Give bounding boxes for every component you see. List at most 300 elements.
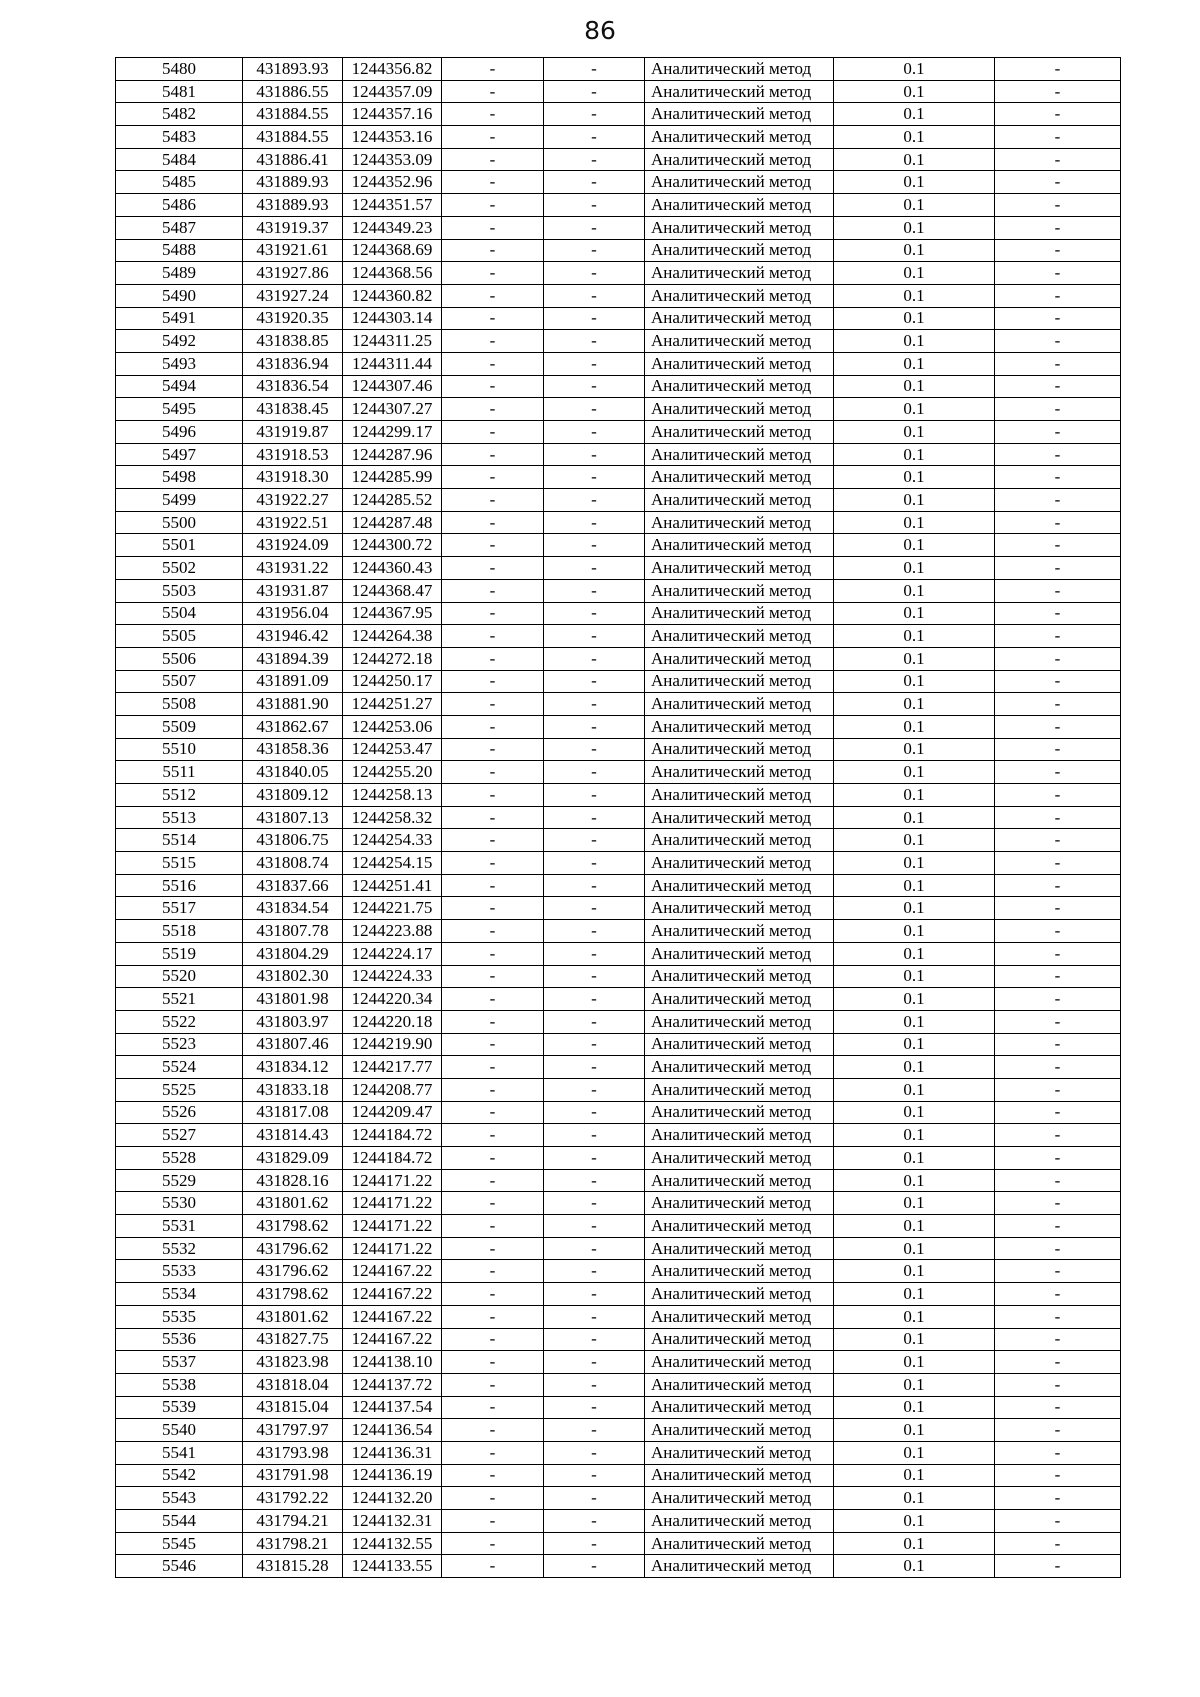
x-coordinate-cell: 431889.93: [243, 194, 343, 217]
empty-col-4-cell: -: [442, 1078, 544, 1101]
accuracy-cell: 0.1: [834, 1487, 995, 1510]
table-row: [116, 625, 1121, 648]
y-coordinate-cell: 1244136.54: [343, 1419, 442, 1442]
empty-col-8-cell: -: [995, 579, 1121, 602]
point-number-cell: 5517: [116, 897, 243, 920]
empty-col-5-cell: -: [544, 466, 645, 489]
y-coordinate-cell: 1244184.72: [343, 1147, 442, 1170]
empty-col-8-cell: -: [995, 103, 1121, 126]
method-cell: Аналитический метод: [645, 1283, 834, 1306]
table-row: [116, 1555, 1121, 1578]
y-coordinate-cell: 1244311.44: [343, 352, 442, 375]
y-coordinate-cell: 1244357.09: [343, 80, 442, 103]
method-cell: Аналитический метод: [645, 1078, 834, 1101]
accuracy-cell: 0.1: [834, 1351, 995, 1374]
x-coordinate-cell: 431809.12: [243, 784, 343, 807]
empty-col-8-cell: -: [995, 988, 1121, 1011]
accuracy-cell: 0.1: [834, 1147, 995, 1170]
point-number-cell: 5522: [116, 1010, 243, 1033]
accuracy-cell: 0.1: [834, 1283, 995, 1306]
x-coordinate-cell: 431807.46: [243, 1033, 343, 1056]
y-coordinate-cell: 1244137.72: [343, 1373, 442, 1396]
table-row: [116, 693, 1121, 716]
empty-col-4-cell: -: [442, 1283, 544, 1306]
point-number-cell: 5481: [116, 80, 243, 103]
empty-col-5-cell: -: [544, 126, 645, 149]
y-coordinate-cell: 1244272.18: [343, 647, 442, 670]
empty-col-8-cell: -: [995, 874, 1121, 897]
empty-col-5-cell: -: [544, 330, 645, 353]
x-coordinate-cell: 431886.55: [243, 80, 343, 103]
point-number-cell: 5530: [116, 1192, 243, 1215]
point-number-cell: 5536: [116, 1328, 243, 1351]
x-coordinate-cell: 431927.86: [243, 262, 343, 285]
empty-col-5-cell: -: [544, 239, 645, 262]
point-number-cell: 5486: [116, 194, 243, 217]
method-cell: Аналитический метод: [645, 670, 834, 693]
empty-col-5-cell: -: [544, 715, 645, 738]
x-coordinate-cell: 431918.30: [243, 466, 343, 489]
accuracy-cell: 0.1: [834, 284, 995, 307]
accuracy-cell: 0.1: [834, 1305, 995, 1328]
method-cell: Аналитический метод: [645, 920, 834, 943]
point-number-cell: 5488: [116, 239, 243, 262]
table-row: [116, 216, 1121, 239]
method-cell: Аналитический метод: [645, 1373, 834, 1396]
table-row: [116, 80, 1121, 103]
point-number-cell: 5526: [116, 1101, 243, 1124]
empty-col-4-cell: -: [442, 1510, 544, 1533]
empty-col-5-cell: -: [544, 670, 645, 693]
empty-col-8-cell: -: [995, 1215, 1121, 1238]
empty-col-8-cell: -: [995, 761, 1121, 784]
method-cell: Аналитический метод: [645, 761, 834, 784]
empty-col-8-cell: -: [995, 806, 1121, 829]
table-row: [116, 784, 1121, 807]
empty-col-5-cell: -: [544, 806, 645, 829]
accuracy-cell: 0.1: [834, 239, 995, 262]
empty-col-5-cell: -: [544, 1237, 645, 1260]
empty-col-4-cell: -: [442, 942, 544, 965]
accuracy-cell: 0.1: [834, 103, 995, 126]
table-row: [116, 602, 1121, 625]
accuracy-cell: 0.1: [834, 421, 995, 444]
table-row: [116, 874, 1121, 897]
empty-col-5-cell: -: [544, 421, 645, 444]
empty-col-8-cell: -: [995, 1169, 1121, 1192]
empty-col-5-cell: -: [544, 511, 645, 534]
point-number-cell: 5484: [116, 148, 243, 171]
accuracy-cell: 0.1: [834, 216, 995, 239]
y-coordinate-cell: 1244357.16: [343, 103, 442, 126]
point-number-cell: 5524: [116, 1056, 243, 1079]
empty-col-4-cell: -: [442, 1033, 544, 1056]
empty-col-4-cell: -: [442, 375, 544, 398]
y-coordinate-cell: 1244351.57: [343, 194, 442, 217]
empty-col-4-cell: -: [442, 1237, 544, 1260]
empty-col-8-cell: -: [995, 330, 1121, 353]
x-coordinate-cell: 431893.93: [243, 58, 343, 81]
empty-col-5-cell: -: [544, 1487, 645, 1510]
method-cell: Аналитический метод: [645, 1056, 834, 1079]
x-coordinate-cell: 431796.62: [243, 1260, 343, 1283]
point-number-cell: 5502: [116, 557, 243, 580]
y-coordinate-cell: 1244353.09: [343, 148, 442, 171]
y-coordinate-cell: 1244352.96: [343, 171, 442, 194]
y-coordinate-cell: 1244167.22: [343, 1328, 442, 1351]
empty-col-4-cell: -: [442, 103, 544, 126]
point-number-cell: 5495: [116, 398, 243, 421]
empty-col-5-cell: -: [544, 58, 645, 81]
method-cell: Аналитический метод: [645, 148, 834, 171]
empty-col-5-cell: -: [544, 1328, 645, 1351]
table-row: [116, 489, 1121, 512]
x-coordinate-cell: 431798.62: [243, 1215, 343, 1238]
method-cell: Аналитический метод: [645, 647, 834, 670]
empty-col-4-cell: -: [442, 852, 544, 875]
point-number-cell: 5543: [116, 1487, 243, 1510]
method-cell: Аналитический метод: [645, 443, 834, 466]
empty-col-4-cell: -: [442, 965, 544, 988]
empty-col-4-cell: -: [442, 806, 544, 829]
point-number-cell: 5513: [116, 806, 243, 829]
accuracy-cell: 0.1: [834, 784, 995, 807]
empty-col-8-cell: -: [995, 352, 1121, 375]
method-cell: Аналитический метод: [645, 126, 834, 149]
empty-col-8-cell: -: [995, 852, 1121, 875]
empty-col-8-cell: -: [995, 1260, 1121, 1283]
empty-col-8-cell: -: [995, 647, 1121, 670]
point-number-cell: 5504: [116, 602, 243, 625]
x-coordinate-cell: 431946.42: [243, 625, 343, 648]
empty-col-4-cell: -: [442, 1010, 544, 1033]
method-cell: Аналитический метод: [645, 194, 834, 217]
y-coordinate-cell: 1244132.31: [343, 1510, 442, 1533]
point-number-cell: 5545: [116, 1532, 243, 1555]
accuracy-cell: 0.1: [834, 1555, 995, 1578]
empty-col-5-cell: -: [544, 148, 645, 171]
empty-col-8-cell: -: [995, 421, 1121, 444]
method-cell: Аналитический метод: [645, 171, 834, 194]
empty-col-4-cell: -: [442, 1441, 544, 1464]
accuracy-cell: 0.1: [834, 1078, 995, 1101]
y-coordinate-cell: 1244184.72: [343, 1124, 442, 1147]
accuracy-cell: 0.1: [834, 1124, 995, 1147]
empty-col-5-cell: -: [544, 1192, 645, 1215]
empty-col-5-cell: -: [544, 1078, 645, 1101]
y-coordinate-cell: 1244223.88: [343, 920, 442, 943]
empty-col-4-cell: -: [442, 1464, 544, 1487]
empty-col-5-cell: -: [544, 1532, 645, 1555]
y-coordinate-cell: 1244251.41: [343, 874, 442, 897]
empty-col-4-cell: -: [442, 1396, 544, 1419]
empty-col-8-cell: -: [995, 715, 1121, 738]
x-coordinate-cell: 431807.78: [243, 920, 343, 943]
accuracy-cell: 0.1: [834, 715, 995, 738]
x-coordinate-cell: 431836.54: [243, 375, 343, 398]
table-row: [116, 988, 1121, 1011]
x-coordinate-cell: 431815.04: [243, 1396, 343, 1419]
empty-col-4-cell: -: [442, 126, 544, 149]
table-row: [116, 852, 1121, 875]
empty-col-4-cell: -: [442, 1215, 544, 1238]
accuracy-cell: 0.1: [834, 534, 995, 557]
point-number-cell: 5516: [116, 874, 243, 897]
table-row: [116, 1532, 1121, 1555]
empty-col-8-cell: -: [995, 239, 1121, 262]
empty-col-5-cell: -: [544, 874, 645, 897]
table-row: [116, 1396, 1121, 1419]
y-coordinate-cell: 1244264.38: [343, 625, 442, 648]
empty-col-4-cell: -: [442, 784, 544, 807]
method-cell: Аналитический метод: [645, 1487, 834, 1510]
empty-col-8-cell: -: [995, 1078, 1121, 1101]
empty-col-4-cell: -: [442, 239, 544, 262]
table-row: [116, 1010, 1121, 1033]
empty-col-5-cell: -: [544, 1464, 645, 1487]
empty-col-5-cell: -: [544, 375, 645, 398]
x-coordinate-cell: 431801.98: [243, 988, 343, 1011]
empty-col-5-cell: -: [544, 1373, 645, 1396]
empty-col-4-cell: -: [442, 148, 544, 171]
empty-col-5-cell: -: [544, 852, 645, 875]
method-cell: Аналитический метод: [645, 738, 834, 761]
method-cell: Аналитический метод: [645, 693, 834, 716]
empty-col-4-cell: -: [442, 330, 544, 353]
y-coordinate-cell: 1244303.14: [343, 307, 442, 330]
y-coordinate-cell: 1244287.48: [343, 511, 442, 534]
empty-col-8-cell: -: [995, 398, 1121, 421]
point-number-cell: 5489: [116, 262, 243, 285]
x-coordinate-cell: 431793.98: [243, 1441, 343, 1464]
accuracy-cell: 0.1: [834, 579, 995, 602]
empty-col-8-cell: -: [995, 1419, 1121, 1442]
table-row: [116, 307, 1121, 330]
method-cell: Аналитический метод: [645, 1555, 834, 1578]
table-row: [116, 1305, 1121, 1328]
method-cell: Аналитический метод: [645, 806, 834, 829]
empty-col-8-cell: -: [995, 1510, 1121, 1533]
accuracy-cell: 0.1: [834, 194, 995, 217]
y-coordinate-cell: 1244224.17: [343, 942, 442, 965]
x-coordinate-cell: 431838.45: [243, 398, 343, 421]
point-number-cell: 5509: [116, 715, 243, 738]
empty-col-8-cell: -: [995, 829, 1121, 852]
x-coordinate-cell: 431834.54: [243, 897, 343, 920]
table-row: [116, 1260, 1121, 1283]
empty-col-4-cell: -: [442, 557, 544, 580]
point-number-cell: 5538: [116, 1373, 243, 1396]
empty-col-8-cell: -: [995, 171, 1121, 194]
y-coordinate-cell: 1244300.72: [343, 534, 442, 557]
y-coordinate-cell: 1244254.15: [343, 852, 442, 875]
table-row: [116, 715, 1121, 738]
method-cell: Аналитический метод: [645, 1328, 834, 1351]
x-coordinate-cell: 431927.24: [243, 284, 343, 307]
y-coordinate-cell: 1244219.90: [343, 1033, 442, 1056]
table-row: [116, 171, 1121, 194]
empty-col-4-cell: -: [442, 352, 544, 375]
table-row: [116, 1441, 1121, 1464]
x-coordinate-cell: 431823.98: [243, 1351, 343, 1374]
method-cell: Аналитический метод: [645, 1441, 834, 1464]
y-coordinate-cell: 1244360.43: [343, 557, 442, 580]
empty-col-5-cell: -: [544, 942, 645, 965]
x-coordinate-cell: 431792.22: [243, 1487, 343, 1510]
point-number-cell: 5532: [116, 1237, 243, 1260]
empty-col-5-cell: -: [544, 1124, 645, 1147]
empty-col-4-cell: -: [442, 715, 544, 738]
empty-col-4-cell: -: [442, 874, 544, 897]
x-coordinate-cell: 431884.55: [243, 103, 343, 126]
point-number-cell: 5511: [116, 761, 243, 784]
empty-col-5-cell: -: [544, 965, 645, 988]
method-cell: Аналитический метод: [645, 1010, 834, 1033]
y-coordinate-cell: 1244220.34: [343, 988, 442, 1011]
empty-col-4-cell: -: [442, 534, 544, 557]
empty-col-8-cell: -: [995, 1010, 1121, 1033]
empty-col-4-cell: -: [442, 625, 544, 648]
point-number-cell: 5498: [116, 466, 243, 489]
empty-col-8-cell: -: [995, 1487, 1121, 1510]
x-coordinate-cell: 431881.90: [243, 693, 343, 716]
table-row: [116, 1124, 1121, 1147]
x-coordinate-cell: 431818.04: [243, 1373, 343, 1396]
accuracy-cell: 0.1: [834, 920, 995, 943]
empty-col-8-cell: -: [995, 284, 1121, 307]
empty-col-8-cell: -: [995, 1124, 1121, 1147]
point-number-cell: 5534: [116, 1283, 243, 1306]
empty-col-8-cell: -: [995, 58, 1121, 81]
table-row: [116, 1419, 1121, 1442]
method-cell: Аналитический метод: [645, 1419, 834, 1442]
table-row: [116, 466, 1121, 489]
y-coordinate-cell: 1244307.46: [343, 375, 442, 398]
page-number: 86: [584, 16, 616, 45]
y-coordinate-cell: 1244171.22: [343, 1169, 442, 1192]
y-coordinate-cell: 1244367.95: [343, 602, 442, 625]
accuracy-cell: 0.1: [834, 670, 995, 693]
x-coordinate-cell: 431956.04: [243, 602, 343, 625]
point-number-cell: 5487: [116, 216, 243, 239]
method-cell: Аналитический метод: [645, 262, 834, 285]
empty-col-4-cell: -: [442, 1419, 544, 1442]
accuracy-cell: 0.1: [834, 375, 995, 398]
point-number-cell: 5527: [116, 1124, 243, 1147]
table-row: [116, 1283, 1121, 1306]
point-number-cell: 5507: [116, 670, 243, 693]
x-coordinate-cell: 431797.97: [243, 1419, 343, 1442]
empty-col-5-cell: -: [544, 1510, 645, 1533]
table-row: [116, 1510, 1121, 1533]
y-coordinate-cell: 1244133.55: [343, 1555, 442, 1578]
coordinates-table: [115, 57, 1121, 1578]
table-row: [116, 443, 1121, 466]
coordinates-table-body: [116, 58, 1121, 1578]
point-number-cell: 5537: [116, 1351, 243, 1374]
y-coordinate-cell: 1244167.22: [343, 1305, 442, 1328]
table-row: [116, 1033, 1121, 1056]
y-coordinate-cell: 1244251.27: [343, 693, 442, 716]
table-row: [116, 262, 1121, 285]
empty-col-4-cell: -: [442, 466, 544, 489]
y-coordinate-cell: 1244255.20: [343, 761, 442, 784]
point-number-cell: 5492: [116, 330, 243, 353]
table-row: [116, 806, 1121, 829]
empty-col-8-cell: -: [995, 602, 1121, 625]
y-coordinate-cell: 1244208.77: [343, 1078, 442, 1101]
point-number-cell: 5535: [116, 1305, 243, 1328]
empty-col-5-cell: -: [544, 1056, 645, 1079]
empty-col-5-cell: -: [544, 284, 645, 307]
accuracy-cell: 0.1: [834, 80, 995, 103]
y-coordinate-cell: 1244132.55: [343, 1532, 442, 1555]
accuracy-cell: 0.1: [834, 1328, 995, 1351]
table-row: [116, 1147, 1121, 1170]
x-coordinate-cell: 431804.29: [243, 942, 343, 965]
table-row: [116, 738, 1121, 761]
table-row: [116, 670, 1121, 693]
method-cell: Аналитический метод: [645, 1237, 834, 1260]
accuracy-cell: 0.1: [834, 761, 995, 784]
method-cell: Аналитический метод: [645, 489, 834, 512]
y-coordinate-cell: 1244258.32: [343, 806, 442, 829]
x-coordinate-cell: 431794.21: [243, 1510, 343, 1533]
point-number-cell: 5497: [116, 443, 243, 466]
empty-col-5-cell: -: [544, 194, 645, 217]
empty-col-4-cell: -: [442, 1101, 544, 1124]
point-number-cell: 5533: [116, 1260, 243, 1283]
empty-col-8-cell: -: [995, 670, 1121, 693]
empty-col-8-cell: -: [995, 1033, 1121, 1056]
empty-col-4-cell: -: [442, 897, 544, 920]
method-cell: Аналитический метод: [645, 58, 834, 81]
method-cell: Аналитический метод: [645, 1169, 834, 1192]
empty-col-8-cell: -: [995, 1351, 1121, 1374]
x-coordinate-cell: 431801.62: [243, 1192, 343, 1215]
table-row: [116, 965, 1121, 988]
empty-col-5-cell: -: [544, 1215, 645, 1238]
y-coordinate-cell: 1244138.10: [343, 1351, 442, 1374]
empty-col-8-cell: -: [995, 784, 1121, 807]
table-row: [116, 1101, 1121, 1124]
method-cell: Аналитический метод: [645, 284, 834, 307]
y-coordinate-cell: 1244253.06: [343, 715, 442, 738]
y-coordinate-cell: 1244171.22: [343, 1192, 442, 1215]
table-row: [116, 534, 1121, 557]
y-coordinate-cell: 1244285.52: [343, 489, 442, 512]
point-number-cell: 5515: [116, 852, 243, 875]
empty-col-5-cell: -: [544, 1555, 645, 1578]
x-coordinate-cell: 431828.16: [243, 1169, 343, 1192]
empty-col-8-cell: -: [995, 534, 1121, 557]
empty-col-5-cell: -: [544, 1305, 645, 1328]
empty-col-4-cell: -: [442, 602, 544, 625]
x-coordinate-cell: 431889.93: [243, 171, 343, 194]
accuracy-cell: 0.1: [834, 1532, 995, 1555]
method-cell: Аналитический метод: [645, 897, 834, 920]
x-coordinate-cell: 431924.09: [243, 534, 343, 557]
empty-col-5-cell: -: [544, 489, 645, 512]
empty-col-8-cell: -: [995, 511, 1121, 534]
empty-col-8-cell: -: [995, 1328, 1121, 1351]
x-coordinate-cell: 431815.28: [243, 1555, 343, 1578]
table-row: [116, 1078, 1121, 1101]
empty-col-8-cell: -: [995, 262, 1121, 285]
point-number-cell: 5490: [116, 284, 243, 307]
accuracy-cell: 0.1: [834, 1215, 995, 1238]
point-number-cell: 5505: [116, 625, 243, 648]
